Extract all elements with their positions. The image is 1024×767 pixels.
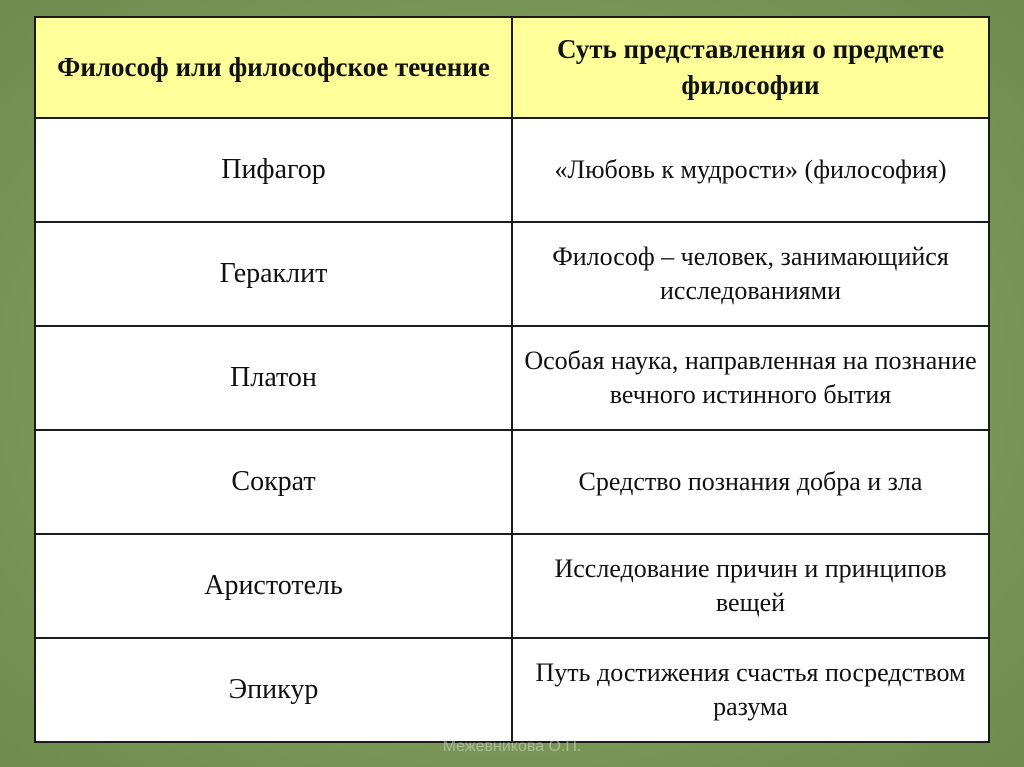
philosophy-essence: Средство познания добра и зла bbox=[512, 430, 989, 534]
philosophy-essence: «Любовь к мудрости» (философия) bbox=[512, 118, 989, 222]
table-row bbox=[35, 534, 989, 638]
table-header-row bbox=[35, 17, 989, 118]
philosophy-essence: Особая наука, направленная на познание вечного истинного бытия bbox=[512, 326, 989, 430]
philosophy-table bbox=[34, 16, 990, 743]
table-row bbox=[35, 638, 989, 742]
header-essence: Суть представления о предмете философии bbox=[512, 17, 989, 118]
header-philosopher: Философ или философское течение bbox=[35, 17, 512, 118]
table-row bbox=[35, 430, 989, 534]
philosophy-essence: Путь достижения счастья посредством разума bbox=[512, 638, 989, 742]
philosopher-name: Эпикур bbox=[35, 638, 512, 742]
author-watermark: Межевникова О.П. bbox=[442, 738, 582, 755]
philosopher-name: Сократ bbox=[35, 430, 512, 534]
philosopher-name: Гераклит bbox=[35, 222, 512, 326]
philosophy-essence: Исследование причин и принципов вещей bbox=[512, 534, 989, 638]
philosopher-name: Пифагор bbox=[35, 118, 512, 222]
table-row bbox=[35, 326, 989, 430]
philosophy-essence: Философ – человек, занимающийся исследованиями bbox=[512, 222, 989, 326]
philosopher-name: Аристотель bbox=[35, 534, 512, 638]
table-row bbox=[35, 118, 989, 222]
philosopher-name: Платон bbox=[35, 326, 512, 430]
table-row bbox=[35, 222, 989, 326]
